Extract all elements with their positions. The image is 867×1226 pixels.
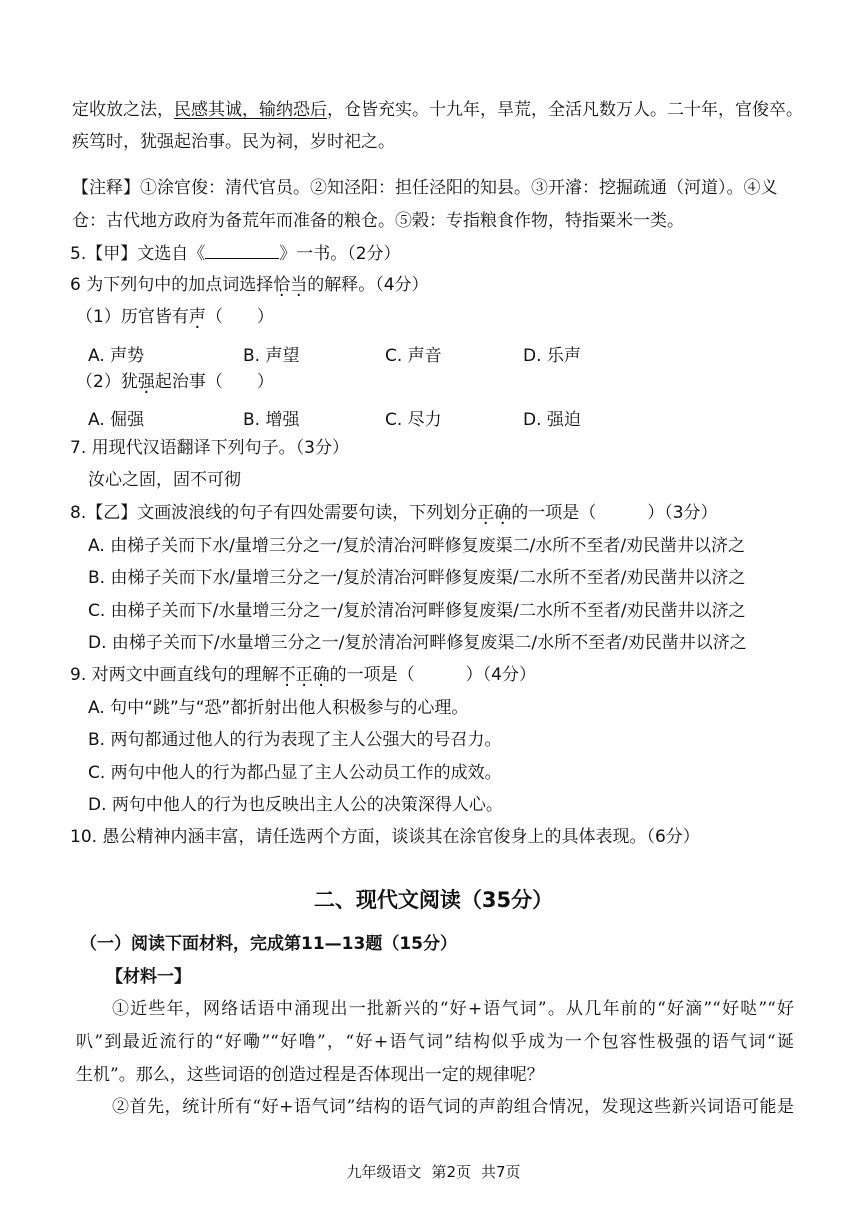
question-6-sub2 <box>76 371 274 393</box>
dotted-char: 正 <box>477 503 495 523</box>
q8-option-b[interactable]: B. 由梯子关而下水/量增三分之一/复於清冶河畔修复废渠/二水所不至者/劝民凿井以济之 <box>88 568 746 588</box>
q5-prefix: 5.【甲】文选自《 <box>70 244 206 264</box>
dotted-char: 当 <box>290 275 308 295</box>
q6-post: 的解释。（4分） <box>307 275 429 295</box>
dotted-char: 正 <box>295 665 313 685</box>
q9-option-b[interactable]: B. 两句都通过他人的行为表现了主人公强大的号召力。 <box>88 730 502 750</box>
q5-suffix: 》一书。（2分） <box>279 244 401 264</box>
classical-text-line-1 <box>72 99 803 121</box>
q6-sub2-option-d[interactable]: D. 强迫 <box>523 410 581 430</box>
question-9 <box>70 664 536 686</box>
q6-sub1-option-d[interactable]: D. 乐声 <box>523 346 581 366</box>
paragraph-1-line-2: 叭”到最近流行的“好嘞”“好噜”，“好+语气词”结构似乎成为一个包容性极强的语气词“诞 <box>76 1032 794 1052</box>
question-8 <box>70 502 718 524</box>
text-fragment: ，仓皆充实。十九年，旱荒，全活凡数万人。二十年，官俊卒。 <box>327 100 803 120</box>
q9-pre: 9. 对两文中画直线句的理解 <box>70 665 279 685</box>
dotted-char: 确 <box>312 665 330 685</box>
question-10: 10. 愚公精神内涵丰富，请任选两个方面，谈谈其在涂官俊身上的具体表现。（6分） <box>70 827 700 847</box>
q9-post: 的一项是（ ）（4分） <box>329 665 536 685</box>
question-5 <box>70 242 401 265</box>
footer-page-number: 第2页 <box>431 1163 471 1181</box>
dotted-char: 强 <box>137 372 155 392</box>
answer-blank[interactable] <box>205 242 279 259</box>
q7-sentence: 汝心之固，固不可彻 <box>88 470 241 490</box>
q8-option-d[interactable]: D. 由梯子关而下/水量增三分之一/复於清冶河畔修复废渠二/水所不至者/劝民凿井以济之 <box>88 633 747 653</box>
page-footer <box>0 1161 867 1182</box>
q6-sub1-option-c[interactable]: C. 声音 <box>385 346 442 366</box>
q8-option-c[interactable]: C. 由梯子关而下/水量增三分之一/复於清冶河畔修复废渠/二水所不至者/劝民凿井以济之 <box>88 601 746 621</box>
q6-sub2-option-a[interactable]: A. 倔强 <box>88 410 145 430</box>
q9-option-a[interactable]: A. 句中“跳”与“恐”都折射出他人积极参与的心理。 <box>88 698 469 718</box>
section-title: 二、现代文阅读（35分） <box>313 888 554 912</box>
dotted-char: 声 <box>188 307 206 327</box>
part-heading: （一）阅读下面材料，完成第11—13题（15分） <box>80 934 457 954</box>
paragraph-1-line-3: 生机”。那么，这些词语的创造过程是否体现出一定的规律呢？ <box>76 1065 544 1085</box>
q6-pre: 6 为下列句中的加点词选择 <box>70 275 274 295</box>
answer-parens[interactable]: （ ） <box>205 307 274 327</box>
q6-sub1-option-a[interactable]: A. 声势 <box>88 346 145 366</box>
material-label: 【材料一】 <box>106 967 191 987</box>
text-fragment: 定收放之法， <box>72 100 174 120</box>
classical-text-line-2: 疾笃时，犹强起治事。民为祠，岁时祀之。 <box>72 132 395 152</box>
answer-parens[interactable]: 起治事（ ） <box>154 372 274 392</box>
q6-sub2-option-c[interactable]: C. 尽力 <box>385 410 442 430</box>
q8-post: 的一项是（ ）（3分） <box>511 503 718 523</box>
footer-subject: 九年级语文 <box>346 1163 422 1181</box>
paragraph-2-line-1: ②首先，统计所有“好+语气词”结构的语气词的声韵组合情况，发现这些新兴词语可能是 <box>112 1097 794 1117</box>
q6-sub2-option-b[interactable]: B. 增强 <box>243 410 300 430</box>
sub1-pre: （1）历官皆有 <box>76 307 189 327</box>
footer-total-pages: 共7页 <box>481 1163 521 1181</box>
question-7: 7. 用现代汉语翻译下列句子。（3分） <box>70 438 349 458</box>
paragraph-1-line-1: ①近些年，网络话语中涌现出一批新兴的“好+语气词”。从几年前的“好滴”“好哒”“好 <box>112 999 794 1019</box>
q6-sub1-option-b[interactable]: B. 声望 <box>243 346 300 366</box>
q8-pre: 8.【乙】文画波浪线的句子有四处需要句读，下列划分 <box>70 503 478 523</box>
question-6-sub1 <box>76 306 274 328</box>
dotted-char: 不 <box>278 665 296 685</box>
underlined-sentence: 民感其诚，输纳恐后 <box>174 100 327 120</box>
notes-line-1: 【注释】①涂官俊：清代官员。②知泾阳：担任泾阳的知县。③开濬：挖掘疏通（河道）。④义 <box>72 178 778 198</box>
sub2-pre: （2）犹 <box>76 372 138 392</box>
dotted-char: 恰 <box>273 275 291 295</box>
q9-option-c[interactable]: C. 两句中他人的行为都凸显了主人公动员工作的成效。 <box>88 763 502 783</box>
q8-option-a[interactable]: A. 由梯子关而下水/量增三分之一/复於清冶河畔修复废渠二/水所不至者/劝民凿井以济之 <box>88 536 746 556</box>
notes-line-2: 仓：古代地方政府为备荒年而准备的粮仓。⑤榖：专指粮食作物，特指粟米一类。 <box>72 211 684 231</box>
question-6 <box>70 274 429 296</box>
q9-option-d[interactable]: D. 两句中他人的行为也反映出主人公的决策深得人心。 <box>88 795 503 815</box>
dotted-char: 确 <box>494 503 512 523</box>
